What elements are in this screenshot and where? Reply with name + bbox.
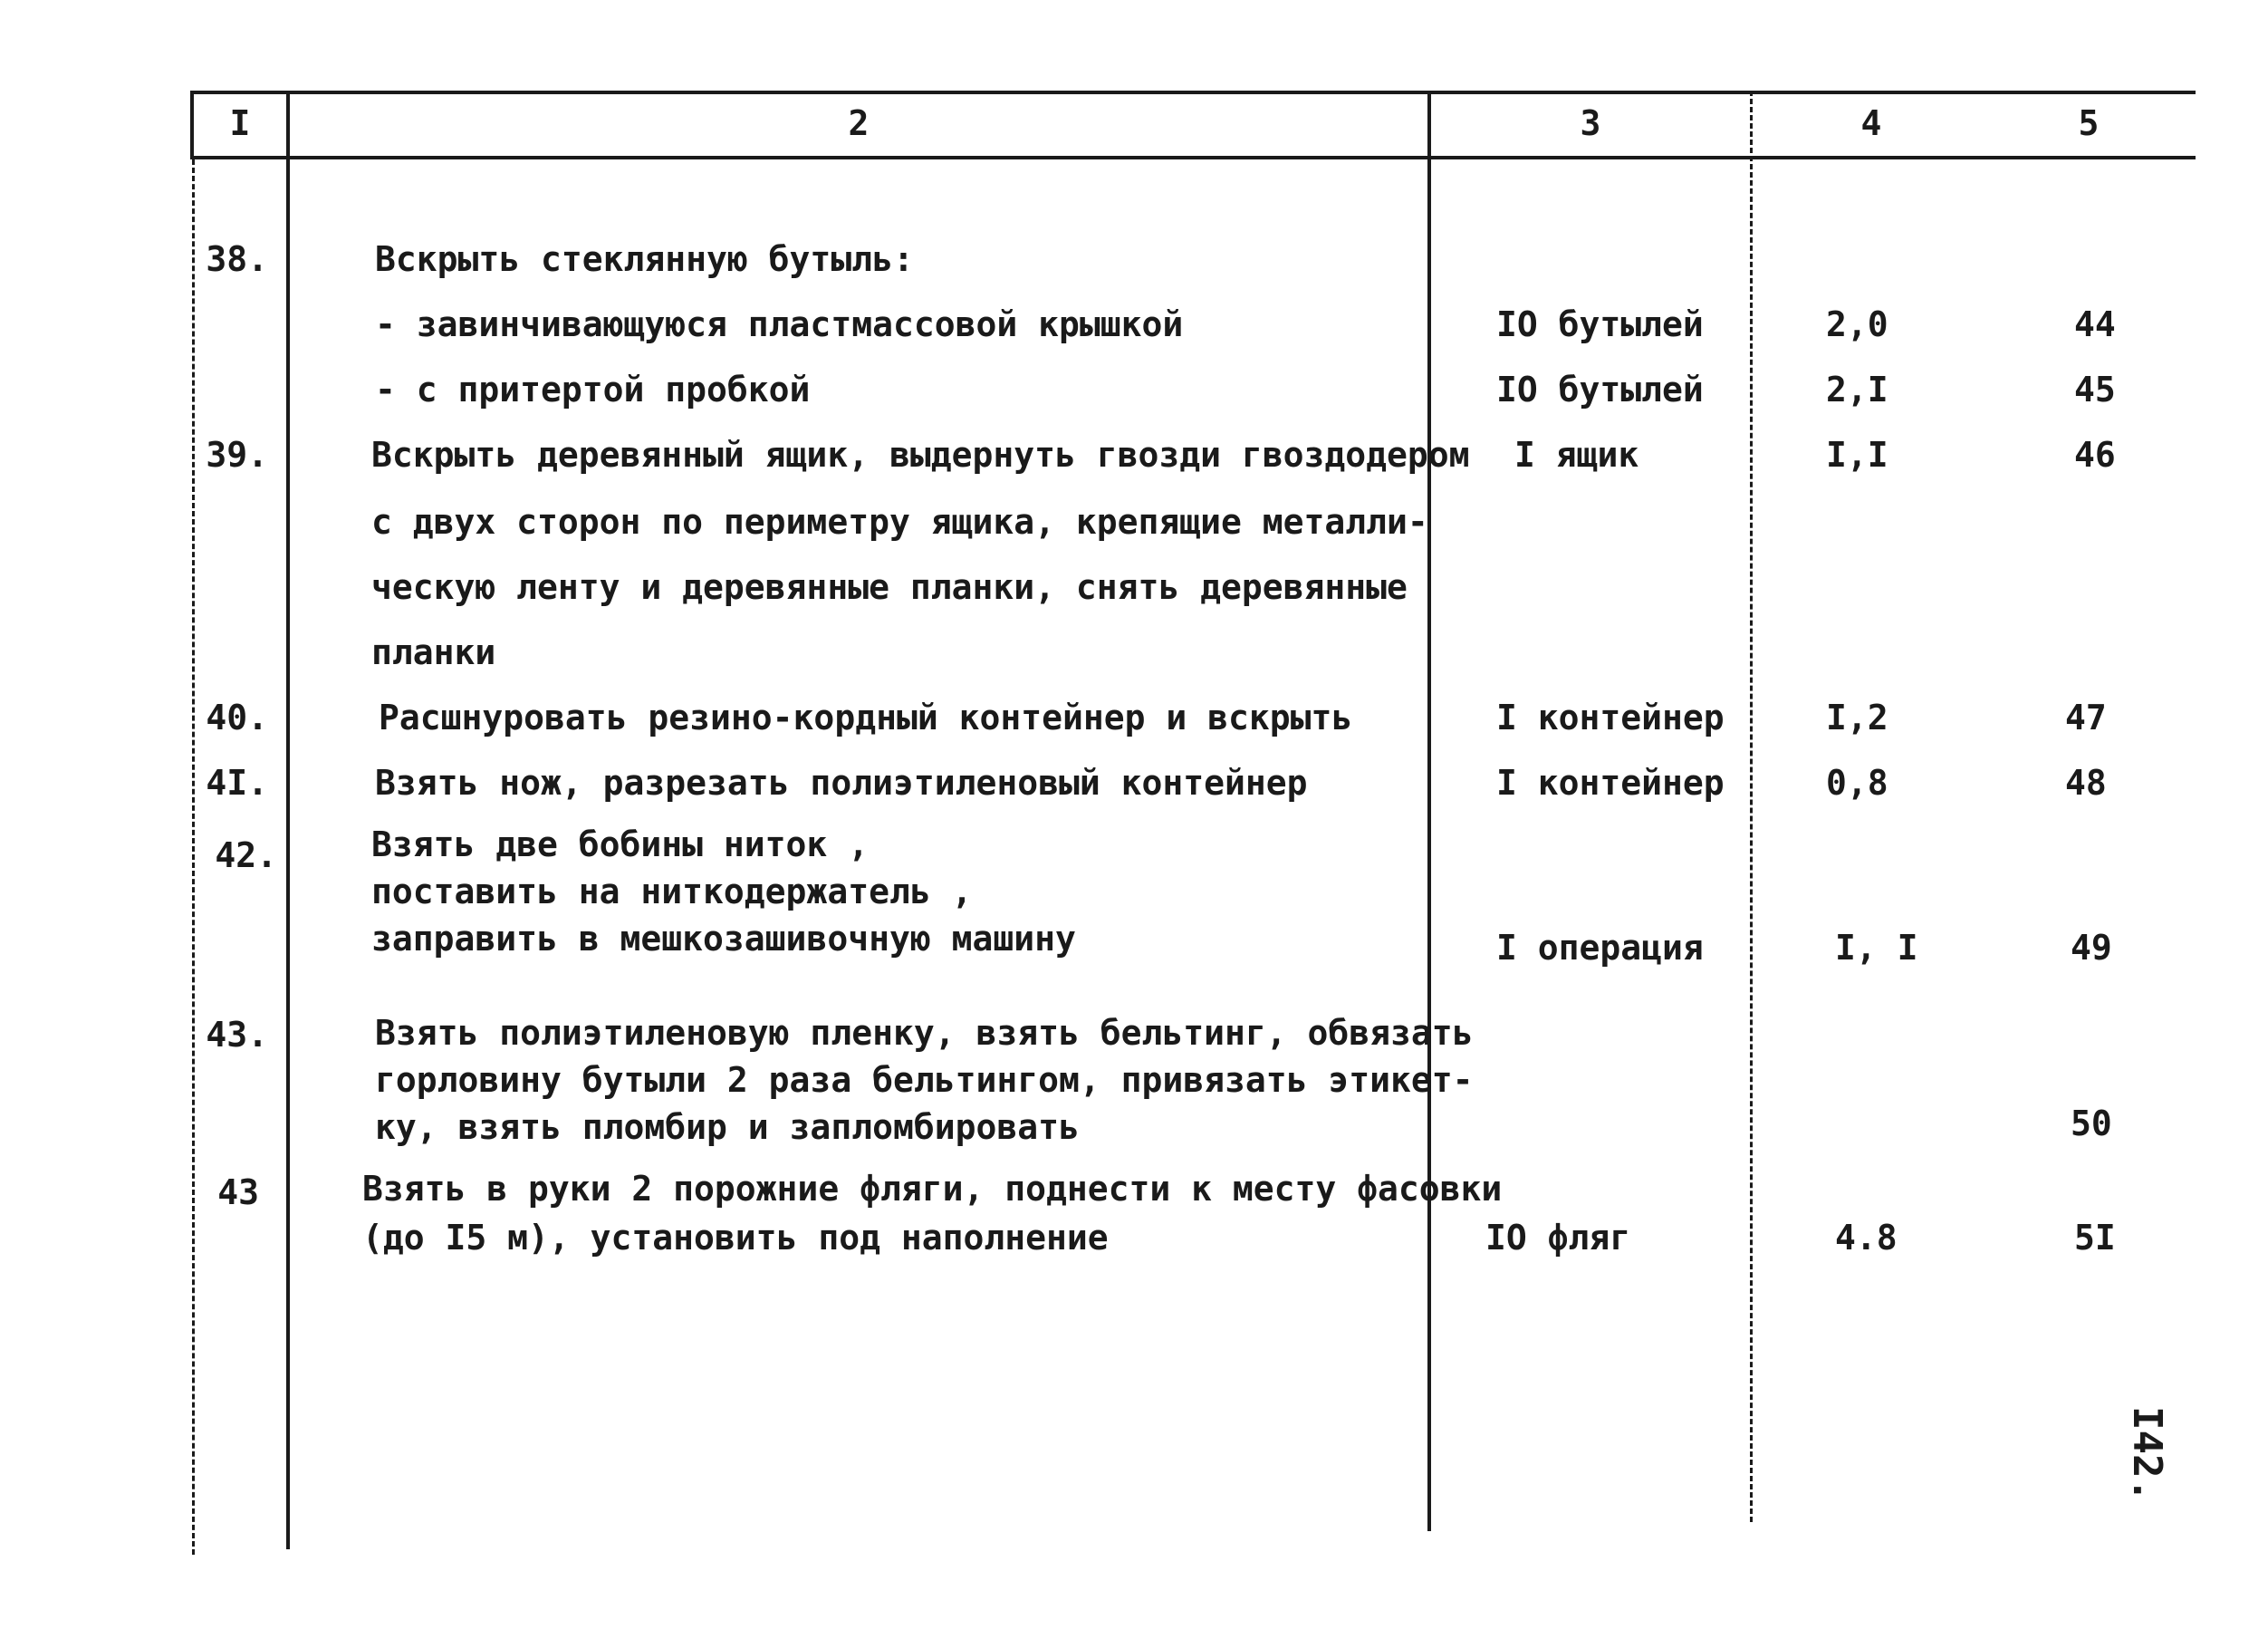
- row-unit: I операция: [1496, 928, 1704, 968]
- column-divider-3: [1750, 91, 1753, 1522]
- row-ref: 50: [2071, 1104, 2112, 1143]
- row-text: Расшнуровать резино-кордный контейнер и вскрыть: [379, 698, 1353, 737]
- row-norm: 2,I: [1826, 370, 1888, 410]
- row-norm: I,2: [1826, 698, 1888, 737]
- header-col-5: 5: [2078, 103, 2100, 143]
- row-text: ческую ленту и деревянные планки, снять деревянные: [371, 567, 1408, 607]
- row-number: 38.: [206, 239, 268, 279]
- row-unit: IO бутылей: [1496, 304, 1704, 344]
- row-number: 43.: [206, 1015, 268, 1055]
- row-text: (до I5 м), установить под наполнение: [362, 1218, 1109, 1258]
- row-text: поставить на ниткодержатель ,: [371, 872, 973, 911]
- row-text: - с притертой пробкой: [375, 370, 811, 410]
- row-unit: IO фляг: [1485, 1218, 1631, 1258]
- row-text: Взять в руки 2 порожние фляги, поднести к месту фасовки: [362, 1169, 1503, 1209]
- row-norm: I, I: [1835, 928, 1918, 968]
- row-unit: I ящик: [1514, 435, 1639, 475]
- row-ref: 45: [2074, 370, 2116, 410]
- row-ref: 49: [2071, 928, 2112, 968]
- row-text: - завинчивающуюся пластмассовой крышкой: [375, 304, 1184, 344]
- row-ref: 46: [2074, 435, 2116, 475]
- row-ref: 44: [2074, 304, 2116, 344]
- row-norm: 4.8: [1835, 1218, 1898, 1258]
- row-norm: I,I: [1826, 435, 1888, 475]
- row-number: 4I.: [206, 763, 268, 803]
- row-text: заправить в мешкозашивочную машину: [371, 919, 1076, 959]
- header-col-2: 2: [848, 103, 870, 143]
- row-ref: 5I: [2074, 1218, 2116, 1258]
- header-col-3: 3: [1580, 103, 1601, 143]
- row-text: ку, взять пломбир и запломбировать: [375, 1107, 1080, 1147]
- row-unit: I контейнер: [1496, 698, 1725, 737]
- row-text: Взять две бобины ниток ,: [371, 824, 870, 864]
- row-text: с двух сторон по периметру ящика, крепящие металли-: [371, 502, 1428, 542]
- row-text: планки: [371, 632, 496, 672]
- row-norm: 0,8: [1826, 763, 1888, 803]
- row-text: Взять полиэтиленовую пленку, взять бельтинг, обвязать: [375, 1013, 1474, 1053]
- column-divider-1: [286, 91, 290, 1549]
- header-bottom-border: [190, 156, 2196, 159]
- row-norm: 2,0: [1826, 304, 1888, 344]
- row-text: Взять нож, разрезать полиэтиленовый контейнер: [375, 763, 1308, 803]
- header-col-1: I: [229, 103, 251, 143]
- row-unit: IO бутылей: [1496, 370, 1704, 410]
- row-text: горловину бутыли 2 раза бельтингом, привязать этикет-: [375, 1060, 1474, 1100]
- row-number: 42.: [215, 835, 277, 875]
- row-number: 43: [217, 1172, 259, 1212]
- page-number: I42.: [2124, 1406, 2170, 1502]
- row-number: 39.: [206, 435, 268, 475]
- column-divider-2: [1427, 91, 1431, 1531]
- row-number: 40.: [206, 698, 268, 737]
- row-unit: I контейнер: [1496, 763, 1725, 803]
- table-top-border: [190, 91, 2196, 94]
- row-ref: 48: [2065, 763, 2107, 803]
- row-text: Вскрыть стеклянную бутыль:: [375, 239, 914, 279]
- row-ref: 47: [2065, 698, 2107, 737]
- header-col-4: 4: [1860, 103, 1882, 143]
- row-text: Вскрыть деревянный ящик, выдернуть гвозди гвоздодером: [371, 435, 1470, 475]
